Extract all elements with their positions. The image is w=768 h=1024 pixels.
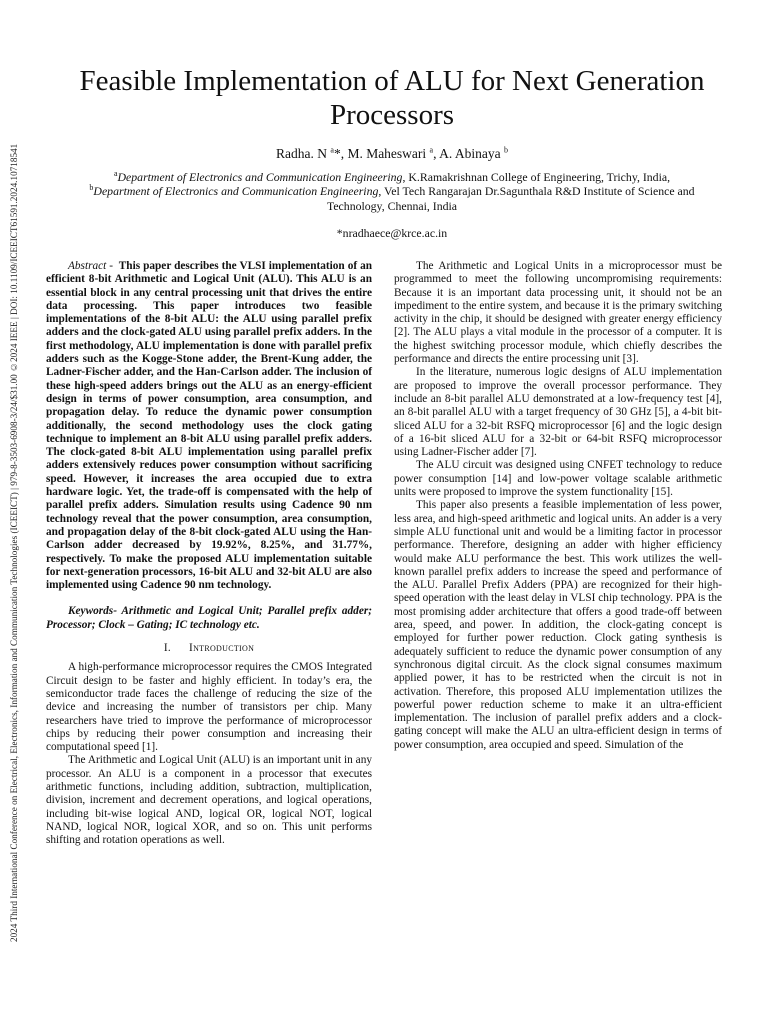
left-column — [46, 260, 372, 847]
paragraph: In the literature, numerous logic designs of ALU implementation are proposed to improve the overall processor performance. They include an 8-bit parallel ALU demonstrated at a low-frequency test [4], an 8-bit parallel ALU with a target frequency of 30 GHz [5], a 4-bit bit-sliced ALU for a 32-bit RSFQ microprocessor [6] and the logic design of a 16-bit sliced ALU for a 32-bit or 64-bit RSFQ microprocessor using Ladner-Fischer adder [7]. — [394, 366, 722, 459]
keywords: Keywords- Arithmetic and Logical Unit; Parallel prefix adder; Processor; Clock – Gating; IC technology etc. — [46, 605, 372, 631]
corresponding-email: *nradhaece@krce.ac.in — [336, 226, 448, 240]
section-number: I. — [163, 642, 172, 655]
affiliation-dept: Department of Electronics and Communication Engineering — [93, 184, 379, 198]
paragraph: The Arithmetic and Logical Unit (ALU) is an important unit in any processor. An ALU is a component in a processor that executes arithmetic functions, including addition, subtraction, multiplication, division, increment and decrement operations, and logical operations, including bit-wise logical AND, logical OR, logical NOT, logical NAND, logical NOR, logical XOR, and so on. This unit performs shifting and rotation operations as well. — [46, 754, 372, 847]
affiliation-institute: , K.Ramakrishnan College of Engineering, Trichy, India, — [402, 170, 671, 184]
affiliation-mark: a — [113, 169, 118, 179]
affiliation-mark: b — [89, 183, 94, 193]
abstract-text: This paper describes the VLSI implementation of an efficient 8-bit Arithmetic and Logical Unit (ALU). This ALU is an essential block in any central processing unit that drives the entire data processing. This paper introduces two feasible implementations of the 8-bit ALU: the ALU using parallel prefix adders and the clock-gated ALU using parallel prefix adders. In the first methodology, ALU implementation is done with parallel prefix adders such as the Kogge-Stone adder, the Brent-Kung adder, the Ladner-Fischer adder, and the Han-Carlson adder. The inclusion of these high-speed adders brings out the ALU as an energy-efficient design in terms of power consumption, area consumption, and propagation delay. To reduce the dynamic power consumption additionally, the second methodology uses the clock gating technique to implement an 8-bit ALU using parallel prefix adders. The clock-gated 8-bit ALU implementation using parallel prefix adders extensively reduces power consumption without sacrificing speed. However, it increases the area occupied due to extra hardware logic. Yet, the trade-off is compensated with the help of parallel prefix adders. Simulation results using Cadence 90 nm technology reveal that the power consumption, area consumption, and propagation delay of the 8-bit clock-gated ALU using the Han-Carlson adder decreased by 19.92%, 8.25%, and 31.77%, respectively. To make the proposed ALU implementation suitable for next-generation processors, 16-bit ALU and 32-bit ALU are also implemented using Cadence 90 nm technology. — [46, 260, 372, 592]
paragraph: This paper also presents a feasible implementation of less power, less area, and high-speed arithmetic and logical units. An adder is a very simple ALU functional unit and would be a limiting factor in processor performance. Therefore, designing an adder with higher efficiency would make ALU performance the best. This work utilizes the well-known parallel prefix adders to increase the speed and performance of the ALU. Parallel Prefix Adders (PPA) are recognized for their high-speed operation with the least delay in VLSI chip technology. PPA is the most promising adder architecture that offers a good trade-off between area, speed, and power. In addition, the clock-gating concept is employed for further power reduction. Clock gating synthesis is adequately sufficient to reduce the dynamic power consumption of any synchronous digital circuit. As the clock signal consumes maximum applied power, it has to be restricted when the circuit is not in activation. Therefore, this proposed ALU implementation utilizes the powerful power reduction scheme to make it an ultra-efficient implementation. The inclusion of parallel prefix adders and a clock-gating concept will make the ALU an ultra-efficient design in terms of power consumption, area occupied and speed. Simulation of the — [394, 499, 722, 751]
paragraph: The ALU circuit was designed using CNFET technology to reduce power consumption [14] and low-power voltage scalable arithmetic units were proposed to improve the system functionality [15]. — [394, 459, 722, 499]
conference-footnote: 2024 Third International Conference on Electrical, Electronics, Information and Communication Technologies (ICEEICT) | 979-8-3503-6908-3/24/$31.00 ©2024 IEEE | DOI: 10.1109/ICEEICT61591.2024.10718541 — [9, 143, 19, 942]
affiliation-b — [60, 184, 724, 214]
author-list: Radha. N $^a$*, M. Maheswari $^a$, A. Abinaya $^b$ — [276, 145, 508, 161]
affiliation-institute: , Vel Tech Rangarajan Dr.Sagunthala R&D Institute of Science and Technology, Chennai, India — [326, 184, 695, 213]
section-heading-introduction — [46, 642, 372, 655]
right-column — [394, 260, 722, 752]
section-title: Introduction — [189, 642, 255, 655]
affiliation-dept: Department of Electronics and Communication Engineering — [117, 170, 403, 184]
affiliation-a — [60, 170, 724, 185]
paragraph: A high-performance microprocessor requires the CMOS Integrated Circuit design to be faster and highly efficient. In today’s era, the semiconductor trade faces the challenge of reducing the size of the device and increasing the number of transistors per chip. Many researchers have tried to improve the performance of microprocessor chips by reducing their power consumption and increasing their computational speed [1]. — [46, 661, 372, 754]
paper-title: Feasible Implementation of ALU for Next Generation Processors — [79, 65, 705, 131]
abstract-label: Abstract - — [68, 260, 114, 272]
abstract — [46, 260, 372, 592]
paragraph: The Arithmetic and Logical Units in a microprocessor must be programmed to meet the following uncompromising requirements: Because it is an important data processing unit, it should not be an impediment to the entire system, and because it is the primary switching activity in the chip, it should be designed with greater energy efficiency [2]. The ALU plays a vital module in the processor of a computer. It is the highest switching processor module, which chiefly describes the performance and directs the entire processing unit [3]. — [394, 260, 722, 366]
